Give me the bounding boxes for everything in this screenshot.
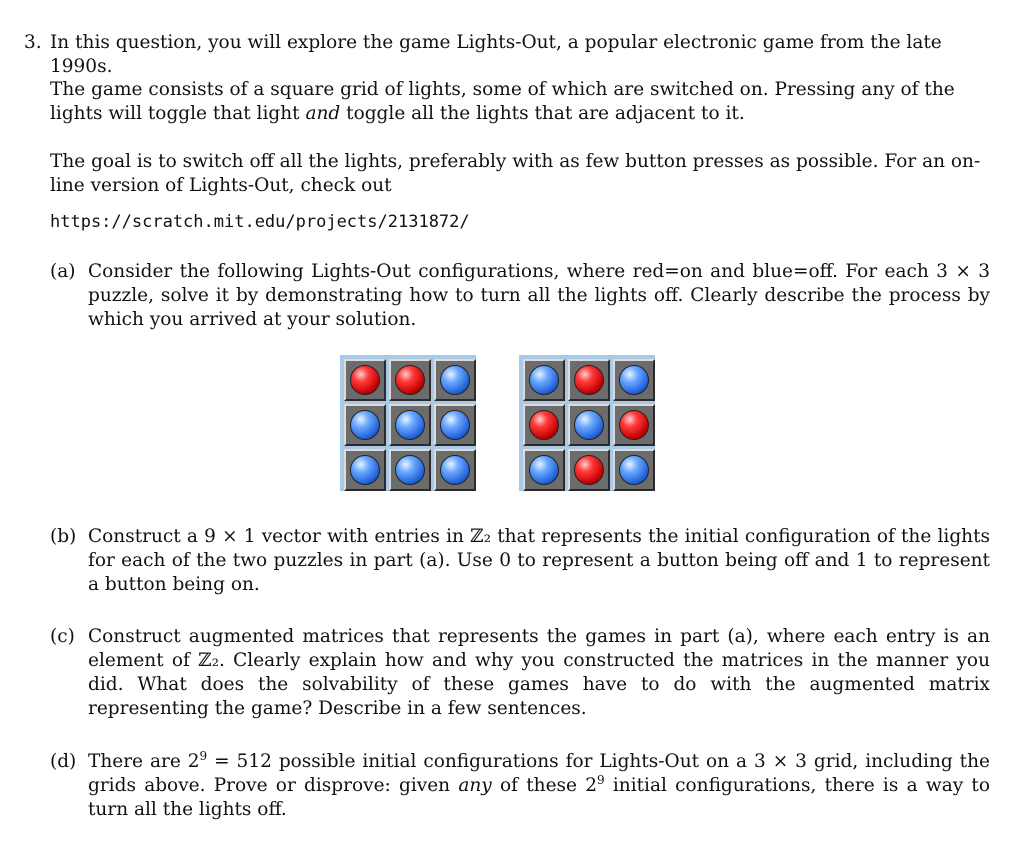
light-button (389, 449, 431, 491)
lights-out-puzzle-2 (519, 355, 655, 491)
light-button (523, 404, 565, 446)
emphasis-and: and (305, 103, 341, 124)
part-b-text: Construct a 9 × 1 vector with entries in ℤ₂ that represents the initial configuration of the lights for each of the two puzzles in part (a). Use 0 to represent a button being off and 1 to represent a button being on. (88, 526, 990, 595)
light-on-icon (574, 365, 604, 395)
light-off-icon (350, 455, 380, 485)
part-d-exponent-2: 9 (596, 772, 605, 787)
light-off-icon (529, 455, 559, 485)
question-intro: In this question, you will explore the game Lights-Out, a popular electronic game from the late 1990s. (50, 32, 942, 77)
question-number: 3. (24, 32, 42, 53)
part-a (50, 260, 990, 332)
light-button (613, 359, 655, 401)
light-button (389, 404, 431, 446)
light-on-icon (529, 410, 559, 440)
light-button (568, 359, 610, 401)
part-a-label: (a) (50, 261, 76, 282)
part-b (50, 525, 990, 597)
light-off-icon (350, 410, 380, 440)
part-d-label: (d) (50, 751, 77, 772)
light-button (523, 359, 565, 401)
light-off-icon (395, 410, 425, 440)
game-description-text-2: toggle all the lights that are adjacent to it. (340, 103, 745, 124)
light-button (434, 404, 476, 446)
light-button (523, 449, 565, 491)
light-button (613, 404, 655, 446)
light-button (344, 404, 386, 446)
part-d (50, 750, 990, 822)
part-a-text: Consider the following Lights-Out configurations, where red=on and blue=off. For each 3 × 3 puzzle, solve it by demonstrating how to turn all the lights off. Clearly describe the process by which you arrived at your solution. (88, 261, 990, 330)
light-off-icon (529, 365, 559, 395)
light-button (344, 359, 386, 401)
part-c-text: Construct augmented matrices that represents the games in part (a), where each entry is an element of ℤ₂. Clearly explain how and why you constructed the matrices in the manner you did. What does the solvability of these games have to do with the augmented matrix representing the game? Describe in a few sentences. (88, 626, 990, 719)
light-on-icon (619, 410, 649, 440)
game-description-text-1: The game consists of a square grid of lights, some of which are switched on. Pressing any of the lights will toggle that light (50, 79, 955, 124)
light-button (434, 359, 476, 401)
game-description (50, 78, 990, 126)
light-off-icon (440, 455, 470, 485)
light-button (434, 449, 476, 491)
light-off-icon (440, 410, 470, 440)
light-off-icon (619, 455, 649, 485)
light-off-icon (574, 410, 604, 440)
light-button (613, 449, 655, 491)
part-d-text-4: initial configurations, there is a way to turn all the lights off. (88, 775, 990, 820)
light-button (568, 404, 610, 446)
scratch-link[interactable]: https://scratch.mit.edu/projects/2131872/ (50, 212, 470, 232)
light-button (389, 359, 431, 401)
part-d-text-1: There are 2 (88, 751, 200, 772)
light-on-icon (395, 365, 425, 395)
part-c-label: (c) (50, 626, 75, 647)
emphasis-any: any (458, 775, 492, 796)
part-d-text (88, 750, 990, 822)
light-on-icon (574, 455, 604, 485)
part-d-text-3: of these 2 (491, 775, 597, 796)
part-d-exponent-1: 9 (199, 748, 208, 763)
light-button (568, 449, 610, 491)
light-off-icon (440, 365, 470, 395)
part-d-text-2: = 512 possible initial configurations for Lights-Out on a 3 × 3 grid, including the grids above. Prove or disprove: given (88, 751, 990, 796)
light-off-icon (395, 455, 425, 485)
light-button (344, 449, 386, 491)
part-c (50, 625, 990, 721)
light-off-icon (619, 365, 649, 395)
game-goal: The goal is to switch off all the lights, preferably with as few button presses as possible. For an on-line version of Lights-Out, check out (50, 151, 981, 196)
part-b-label: (b) (50, 526, 77, 547)
light-on-icon (350, 365, 380, 395)
lights-out-puzzle-1 (340, 355, 476, 491)
